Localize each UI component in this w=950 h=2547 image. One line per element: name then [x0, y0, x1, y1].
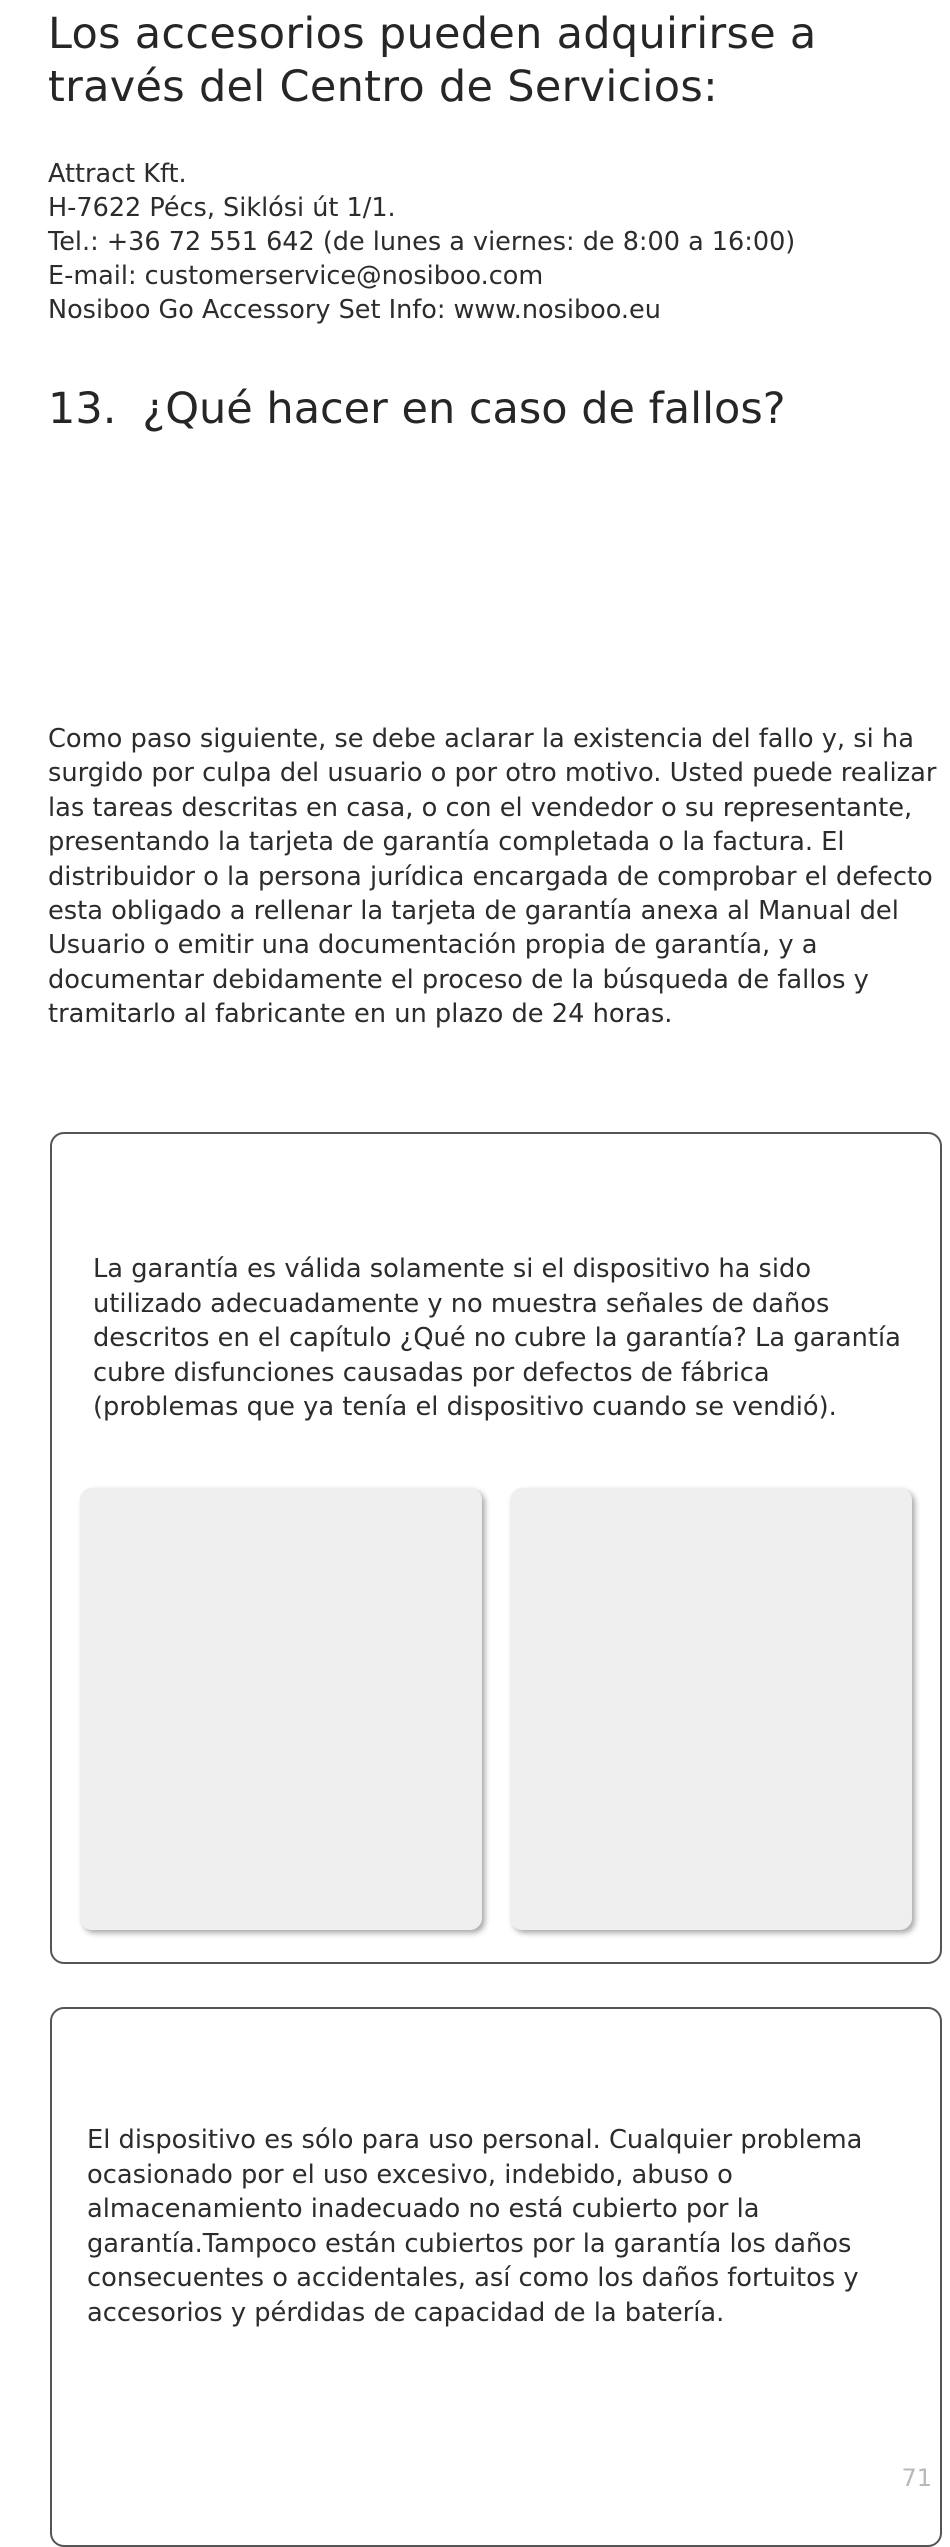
section-title-text: ¿Qué hacer en caso de fallos?: [142, 384, 786, 434]
faults-paragraph: Como paso siguiente, se debe aclarar la existencia del fallo y, si ha surgido por culpa del usuario o por otro motivo. Usted puede realizar las tareas descritas en casa, o con el vendedor o su representante, presentando la tarjeta de garantía completada o la factura. El distribuidor o la persona jurídica encargada de comprobar el defecto esta obligado a rellenar la tarjeta de garantía anexa al Manual del Usuario o emitir una documentación propia de garantía, y a documentar debidamente el proceso de la búsqueda de fallos y tramitarlo al fabricante en un plazo de 24 horas.: [48, 724, 937, 1030]
section-number: 13.: [48, 384, 117, 434]
warranty-info-text: La garantía es válida solamente si el dispositivo ha sido utilizado adecuadamente y no muestra señales de daños descritos en el capítulo ¿Qué no cubre la garantía? La garantía cubre disfunciones causadas por defectos de fábrica (problemas que ya tenía el dispositivo cuando se vendió).: [93, 1254, 901, 1423]
contact-email: E-mail: customerservice@nosiboo.com: [48, 261, 544, 291]
contact-company: Attract Kft.: [48, 159, 187, 189]
section-title: [48, 382, 928, 436]
contact-address: H-7622 Pécs, Siklósi út 1/1.: [48, 193, 396, 223]
page-number: 71: [901, 2464, 932, 2492]
contact-phone: Tel.: +36 72 551 642 (de lunes a viernes: de 8:00 a 16:00): [48, 227, 796, 257]
image-placeholder-left: [80, 1488, 482, 1930]
warranty-info-box: [50, 1132, 942, 1964]
personal-use-text: El dispositivo es sólo para uso personal. Cualquier problema ocasionado por el uso excesivo, indebido, abuso o almacenamiento inadecuado no está cubierto por la garantía.Tampoco están cubiertos por la garantía los daños consecuentes o accidentales, así como los daños fortuitos y accesorios y pérdidas de capacidad de la batería.: [87, 2125, 863, 2328]
personal-use-box: [50, 2007, 942, 2547]
accessories-heading: Los accesorios pueden adquirirse a través del Centro de Servicios:: [48, 9, 817, 112]
contact-website: Nosiboo Go Accessory Set Info: www.nosiboo.eu: [48, 295, 661, 325]
image-placeholder-right: [510, 1488, 912, 1930]
contact-block: [48, 157, 928, 327]
